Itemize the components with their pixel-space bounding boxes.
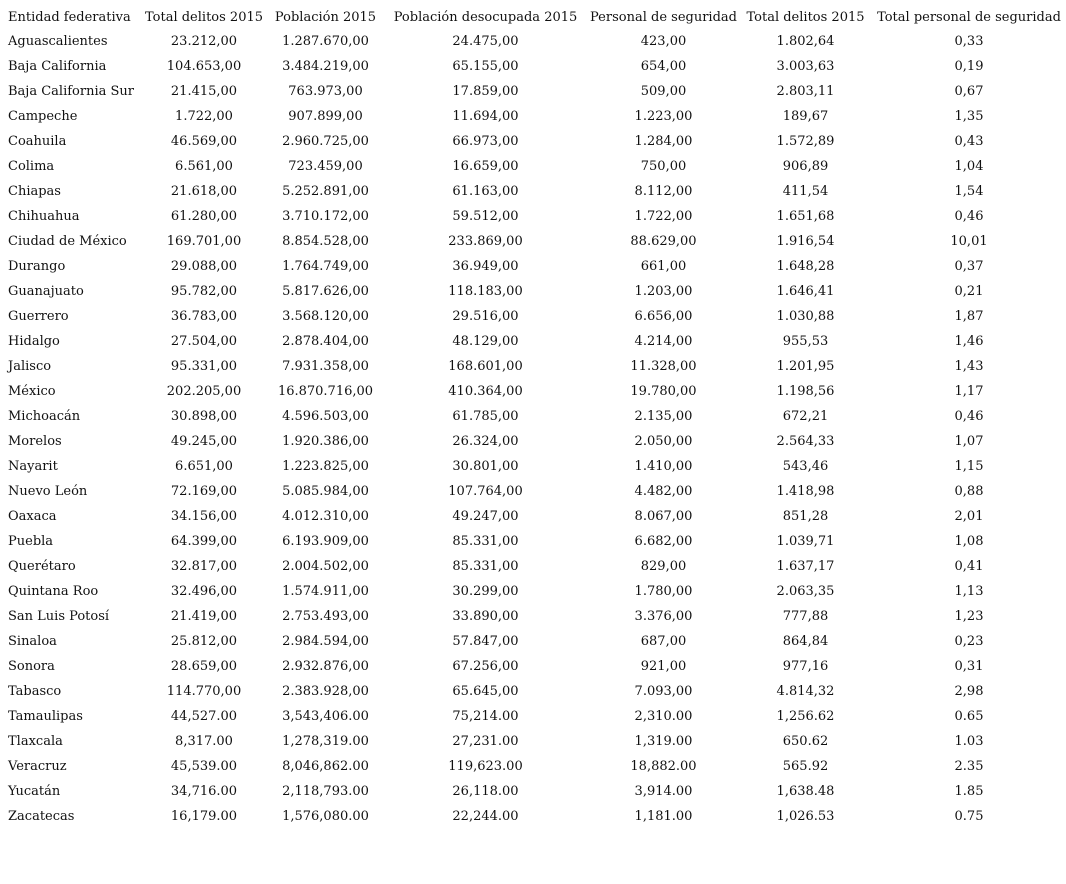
cell-total-personal-seguridad: 0.75 [954, 809, 984, 824]
cell-personal-seguridad: 1.284,00 [634, 134, 693, 149]
cell-entidad: Aguascalientes [8, 34, 108, 49]
cell-total-delitos: 32.817,00 [170, 559, 238, 574]
cell-total-personal-seguridad: 0,46 [954, 409, 984, 424]
cell-personal-seguridad: 661,00 [640, 259, 687, 274]
cell-total-delitos: 46.569,00 [170, 134, 238, 149]
cell-poblacion-desocupada: 30.299,00 [452, 584, 519, 599]
cell-poblacion-desocupada: 48.129,00 [452, 334, 519, 349]
table-row [0, 229, 1066, 254]
cell-total-delitos: 23.212,00 [170, 34, 238, 49]
cell-poblacion: 2.753.493,00 [282, 609, 369, 624]
cell-total-personal-seguridad: 1,13 [954, 584, 984, 599]
table-row [0, 279, 1066, 304]
cell-entidad: Guerrero [8, 309, 69, 324]
cell-total-delitos: 44,527.00 [170, 709, 238, 724]
cell-poblacion: 1.764.749,00 [282, 259, 369, 274]
cell-total-delitos: 72.169,00 [170, 484, 238, 499]
cell-total-delitos-rate: 1,026.53 [776, 809, 835, 824]
table-row [0, 704, 1066, 729]
cell-entidad: Durango [8, 259, 66, 274]
cell-total-personal-seguridad: 1.03 [954, 734, 984, 749]
cell-poblacion-desocupada: 61.163,00 [452, 184, 519, 199]
cell-personal-seguridad: 1.223,00 [634, 109, 693, 124]
table-row [0, 554, 1066, 579]
cell-personal-seguridad: 6.656,00 [634, 309, 693, 324]
table-row [0, 79, 1066, 104]
cell-total-delitos-rate: 955,53 [782, 334, 829, 349]
cell-entidad: Campeche [8, 109, 78, 124]
cell-total-delitos: 6.651,00 [175, 459, 233, 474]
cell-total-personal-seguridad: 1,07 [954, 434, 984, 449]
cell-personal-seguridad: 1.203,00 [634, 284, 693, 299]
cell-total-delitos-rate: 3.003,63 [776, 59, 835, 74]
cell-personal-seguridad: 654,00 [640, 59, 687, 74]
cell-poblacion: 5.085.984,00 [282, 484, 369, 499]
cell-personal-seguridad: 8.067,00 [634, 509, 693, 524]
cell-poblacion: 2.383.928,00 [282, 684, 369, 699]
table-row [0, 579, 1066, 604]
cell-total-delitos: 1.722,00 [175, 109, 233, 124]
cell-total-personal-seguridad: 0,37 [954, 259, 984, 274]
cell-total-personal-seguridad: 0,19 [954, 59, 984, 74]
cell-entidad: Michoacán [8, 409, 81, 424]
table-body [0, 29, 1066, 829]
cell-total-personal-seguridad: 2,98 [954, 684, 984, 699]
cell-poblacion-desocupada: 85.331,00 [452, 559, 519, 574]
cell-total-delitos-rate: 1.201,95 [776, 359, 835, 374]
cell-total-personal-seguridad: 1,15 [954, 459, 984, 474]
table-row [0, 129, 1066, 154]
cell-total-delitos: 21.618,00 [170, 184, 238, 199]
cell-poblacion: 2.878.404,00 [282, 334, 369, 349]
cell-total-delitos-rate: 1.039,71 [776, 534, 835, 549]
table-row [0, 629, 1066, 654]
table-row [0, 54, 1066, 79]
cell-poblacion: 907.899,00 [288, 109, 363, 124]
cell-personal-seguridad: 1,319.00 [634, 734, 693, 749]
cell-poblacion: 3.484.219,00 [282, 59, 369, 74]
table-row [0, 379, 1066, 404]
header-personal-seguridad: Personal de seguridad [590, 9, 737, 25]
cell-total-personal-seguridad: 1,43 [954, 359, 984, 374]
cell-total-delitos: 25.812,00 [170, 634, 238, 649]
cell-total-personal-seguridad: 1,23 [954, 609, 984, 624]
cell-poblacion: 763.973,00 [288, 84, 363, 99]
cell-total-delitos-rate: 1.802,64 [776, 34, 835, 49]
cell-entidad: Ciudad de México [8, 234, 127, 249]
cell-poblacion: 5.252.891,00 [282, 184, 369, 199]
cell-poblacion-desocupada: 16.659,00 [452, 159, 519, 174]
cell-personal-seguridad: 423,00 [640, 34, 687, 49]
cell-total-personal-seguridad: 1,87 [954, 309, 984, 324]
cell-poblacion-desocupada: 11.694,00 [452, 109, 519, 124]
cell-entidad: Baja California Sur [8, 84, 134, 99]
cell-poblacion-desocupada: 22,244.00 [452, 809, 519, 824]
cell-poblacion-desocupada: 49.247,00 [452, 509, 519, 524]
header-total-delitos: Total delitos 2015 [144, 9, 264, 25]
cell-poblacion-desocupada: 59.512,00 [452, 209, 519, 224]
cell-personal-seguridad: 4.482,00 [634, 484, 693, 499]
cell-total-delitos-rate: 2.063,35 [776, 584, 835, 599]
cell-poblacion: 7.931.358,00 [282, 359, 369, 374]
cell-total-delitos: 169.701,00 [166, 234, 242, 249]
table-row [0, 329, 1066, 354]
cell-poblacion-desocupada: 33.890,00 [452, 609, 519, 624]
cell-entidad: Querétaro [8, 559, 76, 574]
cell-personal-seguridad: 2.135,00 [634, 409, 693, 424]
cell-personal-seguridad: 8.112,00 [634, 184, 693, 199]
cell-entidad: San Luis Potosí [8, 609, 110, 624]
cell-total-delitos-rate: 2.564,33 [776, 434, 835, 449]
cell-poblacion-desocupada: 24.475,00 [452, 34, 519, 49]
cell-entidad: Chihuahua [8, 209, 80, 224]
cell-total-delitos: 95.782,00 [170, 284, 238, 299]
cell-entidad: Tlaxcala [8, 734, 63, 749]
cell-poblacion-desocupada: 410.364,00 [448, 384, 523, 399]
cell-total-delitos-rate: 672,21 [782, 409, 829, 424]
cell-poblacion-desocupada: 57.847,00 [452, 634, 519, 649]
cell-personal-seguridad: 4.214,00 [634, 334, 693, 349]
cell-personal-seguridad: 3.376,00 [634, 609, 693, 624]
cell-personal-seguridad: 2.050,00 [634, 434, 693, 449]
cell-total-personal-seguridad: 0,33 [954, 34, 984, 49]
cell-poblacion: 2.932.876,00 [282, 659, 369, 674]
cell-total-delitos: 21.419,00 [170, 609, 238, 624]
cell-total-personal-seguridad: 10,01 [950, 234, 988, 249]
cell-total-delitos: 61.280,00 [170, 209, 238, 224]
cell-total-delitos: 34.156,00 [170, 509, 238, 524]
cell-total-personal-seguridad: 0,43 [954, 134, 984, 149]
cell-total-personal-seguridad: 0,46 [954, 209, 984, 224]
cell-total-delitos: 27.504,00 [170, 334, 238, 349]
cell-total-delitos: 45,539.00 [170, 759, 238, 774]
cell-entidad: Morelos [8, 434, 62, 449]
cell-poblacion-desocupada: 66.973,00 [452, 134, 519, 149]
cell-poblacion: 723.459,00 [288, 159, 363, 174]
cell-poblacion: 1.287.670,00 [282, 34, 369, 49]
cell-total-delitos-rate: 906,89 [782, 159, 829, 174]
cell-total-delitos-rate: 411,54 [782, 184, 829, 199]
table-row [0, 254, 1066, 279]
cell-poblacion-desocupada: 36.949,00 [452, 259, 519, 274]
header-total-personal-seguridad: Total personal de seguridad [877, 9, 1061, 25]
cell-entidad: Tabasco [8, 684, 62, 699]
cell-poblacion: 1.574.911,00 [282, 584, 369, 599]
cell-total-delitos: 21.415,00 [170, 84, 238, 99]
table-row [0, 529, 1066, 554]
cell-total-delitos: 30.898,00 [170, 409, 238, 424]
cell-poblacion-desocupada: 65.645,00 [452, 684, 519, 699]
table-row [0, 204, 1066, 229]
table-row [0, 404, 1066, 429]
cell-total-personal-seguridad: 1,54 [954, 184, 984, 199]
cell-entidad: Guanajuato [8, 284, 84, 299]
header-poblacion-desocupada: Población desocupada 2015 [393, 9, 578, 25]
cell-poblacion-desocupada: 26.324,00 [452, 434, 519, 449]
cell-total-delitos: 8,317.00 [175, 734, 233, 749]
cell-total-delitos-rate: 543,46 [782, 459, 829, 474]
cell-personal-seguridad: 88.629,00 [630, 234, 697, 249]
cell-poblacion: 2.984.594,00 [282, 634, 369, 649]
cell-poblacion: 1.223.825,00 [282, 459, 369, 474]
cell-total-personal-seguridad: 1,17 [954, 384, 984, 399]
table-row [0, 479, 1066, 504]
table-row [0, 754, 1066, 779]
cell-total-personal-seguridad: 2,01 [954, 509, 984, 524]
cell-personal-seguridad: 509,00 [640, 84, 687, 99]
cell-total-delitos-rate: 1.651,68 [776, 209, 835, 224]
cell-total-personal-seguridad: 0,21 [954, 284, 984, 299]
cell-poblacion-desocupada: 65.155,00 [452, 59, 519, 74]
cell-total-personal-seguridad: 0.65 [954, 709, 984, 724]
cell-personal-seguridad: 19.780,00 [630, 384, 697, 399]
header-total-delitos-rate: Total delitos 2015 [746, 9, 865, 25]
cell-personal-seguridad: 1.410,00 [634, 459, 693, 474]
cell-total-delitos-rate: 864,84 [782, 634, 829, 649]
cell-personal-seguridad: 6.682,00 [634, 534, 693, 549]
cell-entidad: Oaxaca [8, 509, 57, 524]
cell-personal-seguridad: 7.093,00 [634, 684, 693, 699]
cell-poblacion-desocupada: 118.183,00 [448, 284, 523, 299]
cell-entidad: Sonora [8, 659, 55, 674]
cell-total-delitos-rate: 1.646,41 [776, 284, 835, 299]
header-row [0, 5, 1066, 29]
cell-total-personal-seguridad: 2.35 [954, 759, 984, 774]
cell-poblacion-desocupada: 17.859,00 [452, 84, 519, 99]
cell-total-delitos-rate: 1.637,17 [776, 559, 835, 574]
cell-personal-seguridad: 687,00 [640, 634, 687, 649]
cell-poblacion-desocupada: 29.516,00 [452, 309, 519, 324]
cell-personal-seguridad: 829,00 [640, 559, 687, 574]
cell-entidad: Nayarit [8, 459, 58, 474]
cell-total-delitos: 95.331,00 [170, 359, 238, 374]
cell-poblacion: 16.870.716,00 [277, 384, 374, 399]
cell-total-delitos-rate: 650.62 [782, 734, 829, 749]
cell-personal-seguridad: 3,914.00 [634, 784, 693, 799]
table-row [0, 654, 1066, 679]
cell-total-delitos-rate: 1.030,88 [776, 309, 835, 324]
cell-poblacion-desocupada: 30.801,00 [452, 459, 519, 474]
header-entidad: Entidad federativa [8, 9, 131, 25]
cell-poblacion: 2.004.502,00 [282, 559, 369, 574]
cell-total-delitos: 49.245,00 [170, 434, 238, 449]
cell-poblacion: 3,543,406.00 [282, 709, 369, 724]
cell-total-delitos-rate: 1.418,98 [776, 484, 835, 499]
cell-poblacion: 8,046,862.00 [282, 759, 369, 774]
cell-total-personal-seguridad: 1,08 [954, 534, 984, 549]
cell-entidad: Sinaloa [8, 634, 57, 649]
cell-poblacion: 6.193.909,00 [282, 534, 369, 549]
table-row [0, 179, 1066, 204]
cell-total-delitos: 6.561,00 [175, 159, 233, 174]
cell-total-delitos-rate: 1,256.62 [776, 709, 835, 724]
cell-poblacion-desocupada: 233.869,00 [448, 234, 523, 249]
cell-poblacion-desocupada: 107.764,00 [448, 484, 523, 499]
cell-total-delitos-rate: 1,638.48 [776, 784, 835, 799]
cell-poblacion: 1,278,319.00 [282, 734, 369, 749]
table-row [0, 504, 1066, 529]
cell-poblacion-desocupada: 168.601,00 [448, 359, 523, 374]
table-row [0, 429, 1066, 454]
cell-total-delitos: 32.496,00 [170, 584, 238, 599]
header-poblacion: Población 2015 [274, 9, 377, 25]
cell-poblacion: 3.568.120,00 [282, 309, 369, 324]
cell-poblacion: 2,118,793.00 [282, 784, 369, 799]
cell-entidad: Coahuila [8, 134, 67, 149]
cell-total-delitos-rate: 2.803,11 [776, 84, 835, 99]
cell-total-delitos-rate: 1.916,54 [776, 234, 835, 249]
cell-total-delitos-rate: 851,28 [782, 509, 829, 524]
cell-total-personal-seguridad: 1.85 [954, 784, 984, 799]
cell-entidad: Yucatán [8, 784, 61, 799]
cell-entidad: Zacatecas [8, 809, 75, 824]
cell-total-delitos-rate: 189,67 [782, 109, 829, 124]
cell-total-delitos: 202.205,00 [166, 384, 242, 399]
cell-entidad: Veracruz [8, 759, 67, 774]
cell-total-delitos: 104.653,00 [166, 59, 242, 74]
cell-personal-seguridad: 1.780,00 [634, 584, 693, 599]
cell-poblacion: 2.960.725,00 [282, 134, 369, 149]
table-row [0, 354, 1066, 379]
cell-poblacion-desocupada: 85.331,00 [452, 534, 519, 549]
cell-total-delitos: 16,179.00 [170, 809, 238, 824]
cell-personal-seguridad: 2,310.00 [634, 709, 693, 724]
cell-poblacion: 1.920.386,00 [282, 434, 369, 449]
cell-total-personal-seguridad: 1,04 [954, 159, 984, 174]
cell-total-delitos: 34,716.00 [170, 784, 238, 799]
cell-entidad: Nuevo León [8, 484, 88, 499]
table-row [0, 154, 1066, 179]
table-row [0, 104, 1066, 129]
cell-total-delitos-rate: 565.92 [782, 759, 829, 774]
cell-poblacion-desocupada: 27,231.00 [452, 734, 519, 749]
table-row [0, 304, 1066, 329]
cell-poblacion: 3.710.172,00 [282, 209, 369, 224]
cell-total-personal-seguridad: 0,88 [954, 484, 984, 499]
table-row [0, 729, 1066, 754]
cell-entidad: Hidalgo [8, 334, 60, 349]
cell-total-personal-seguridad: 0,67 [954, 84, 984, 99]
cell-personal-seguridad: 11.328,00 [630, 359, 697, 374]
table-row [0, 679, 1066, 704]
cell-poblacion: 8.854.528,00 [282, 234, 369, 249]
cell-total-delitos: 114.770,00 [166, 684, 242, 699]
cell-total-personal-seguridad: 0,31 [954, 659, 984, 674]
cell-poblacion: 5.817.626,00 [282, 284, 369, 299]
cell-total-delitos: 36.783,00 [170, 309, 238, 324]
table-row [0, 29, 1066, 54]
cell-total-delitos-rate: 977,16 [782, 659, 829, 674]
data-table [0, 5, 1066, 829]
cell-entidad: Puebla [8, 534, 54, 549]
table-row [0, 804, 1066, 829]
cell-entidad: Chiapas [8, 184, 61, 199]
cell-total-delitos: 29.088,00 [170, 259, 238, 274]
table-row [0, 604, 1066, 629]
cell-personal-seguridad: 1,181.00 [634, 809, 693, 824]
cell-entidad: Colima [8, 159, 55, 174]
cell-entidad: Jalisco [8, 359, 52, 374]
cell-personal-seguridad: 921,00 [640, 659, 687, 674]
cell-total-personal-seguridad: 1,35 [954, 109, 984, 124]
cell-entidad: Quintana Roo [8, 584, 99, 599]
table-row [0, 779, 1066, 804]
cell-total-personal-seguridad: 1,46 [954, 334, 984, 349]
cell-poblacion-desocupada: 75,214.00 [452, 709, 519, 724]
cell-poblacion-desocupada: 119,623.00 [448, 759, 523, 774]
cell-poblacion-desocupada: 26,118.00 [452, 784, 519, 799]
cell-entidad: Baja California [8, 59, 107, 74]
cell-total-delitos: 64.399,00 [170, 534, 238, 549]
cell-poblacion: 4.596.503,00 [282, 409, 369, 424]
cell-poblacion: 4.012.310,00 [282, 509, 369, 524]
cell-total-delitos-rate: 1.572,89 [776, 134, 835, 149]
cell-personal-seguridad: 750,00 [640, 159, 687, 174]
cell-poblacion-desocupada: 67.256,00 [452, 659, 519, 674]
cell-personal-seguridad: 18,882.00 [630, 759, 697, 774]
cell-total-personal-seguridad: 0,23 [954, 634, 984, 649]
cell-poblacion-desocupada: 61.785,00 [452, 409, 519, 424]
cell-total-delitos-rate: 4.814,32 [776, 684, 835, 699]
cell-entidad: Tamaulipas [8, 709, 83, 724]
cell-total-delitos-rate: 1.198,56 [776, 384, 835, 399]
cell-entidad: México [8, 384, 56, 399]
cell-personal-seguridad: 1.722,00 [634, 209, 693, 224]
cell-total-delitos-rate: 1.648,28 [776, 259, 835, 274]
cell-total-delitos-rate: 777,88 [782, 609, 829, 624]
cell-total-delitos: 28.659,00 [170, 659, 238, 674]
table-row [0, 454, 1066, 479]
cell-poblacion: 1,576,080.00 [282, 809, 369, 824]
cell-total-personal-seguridad: 0,41 [954, 559, 984, 574]
